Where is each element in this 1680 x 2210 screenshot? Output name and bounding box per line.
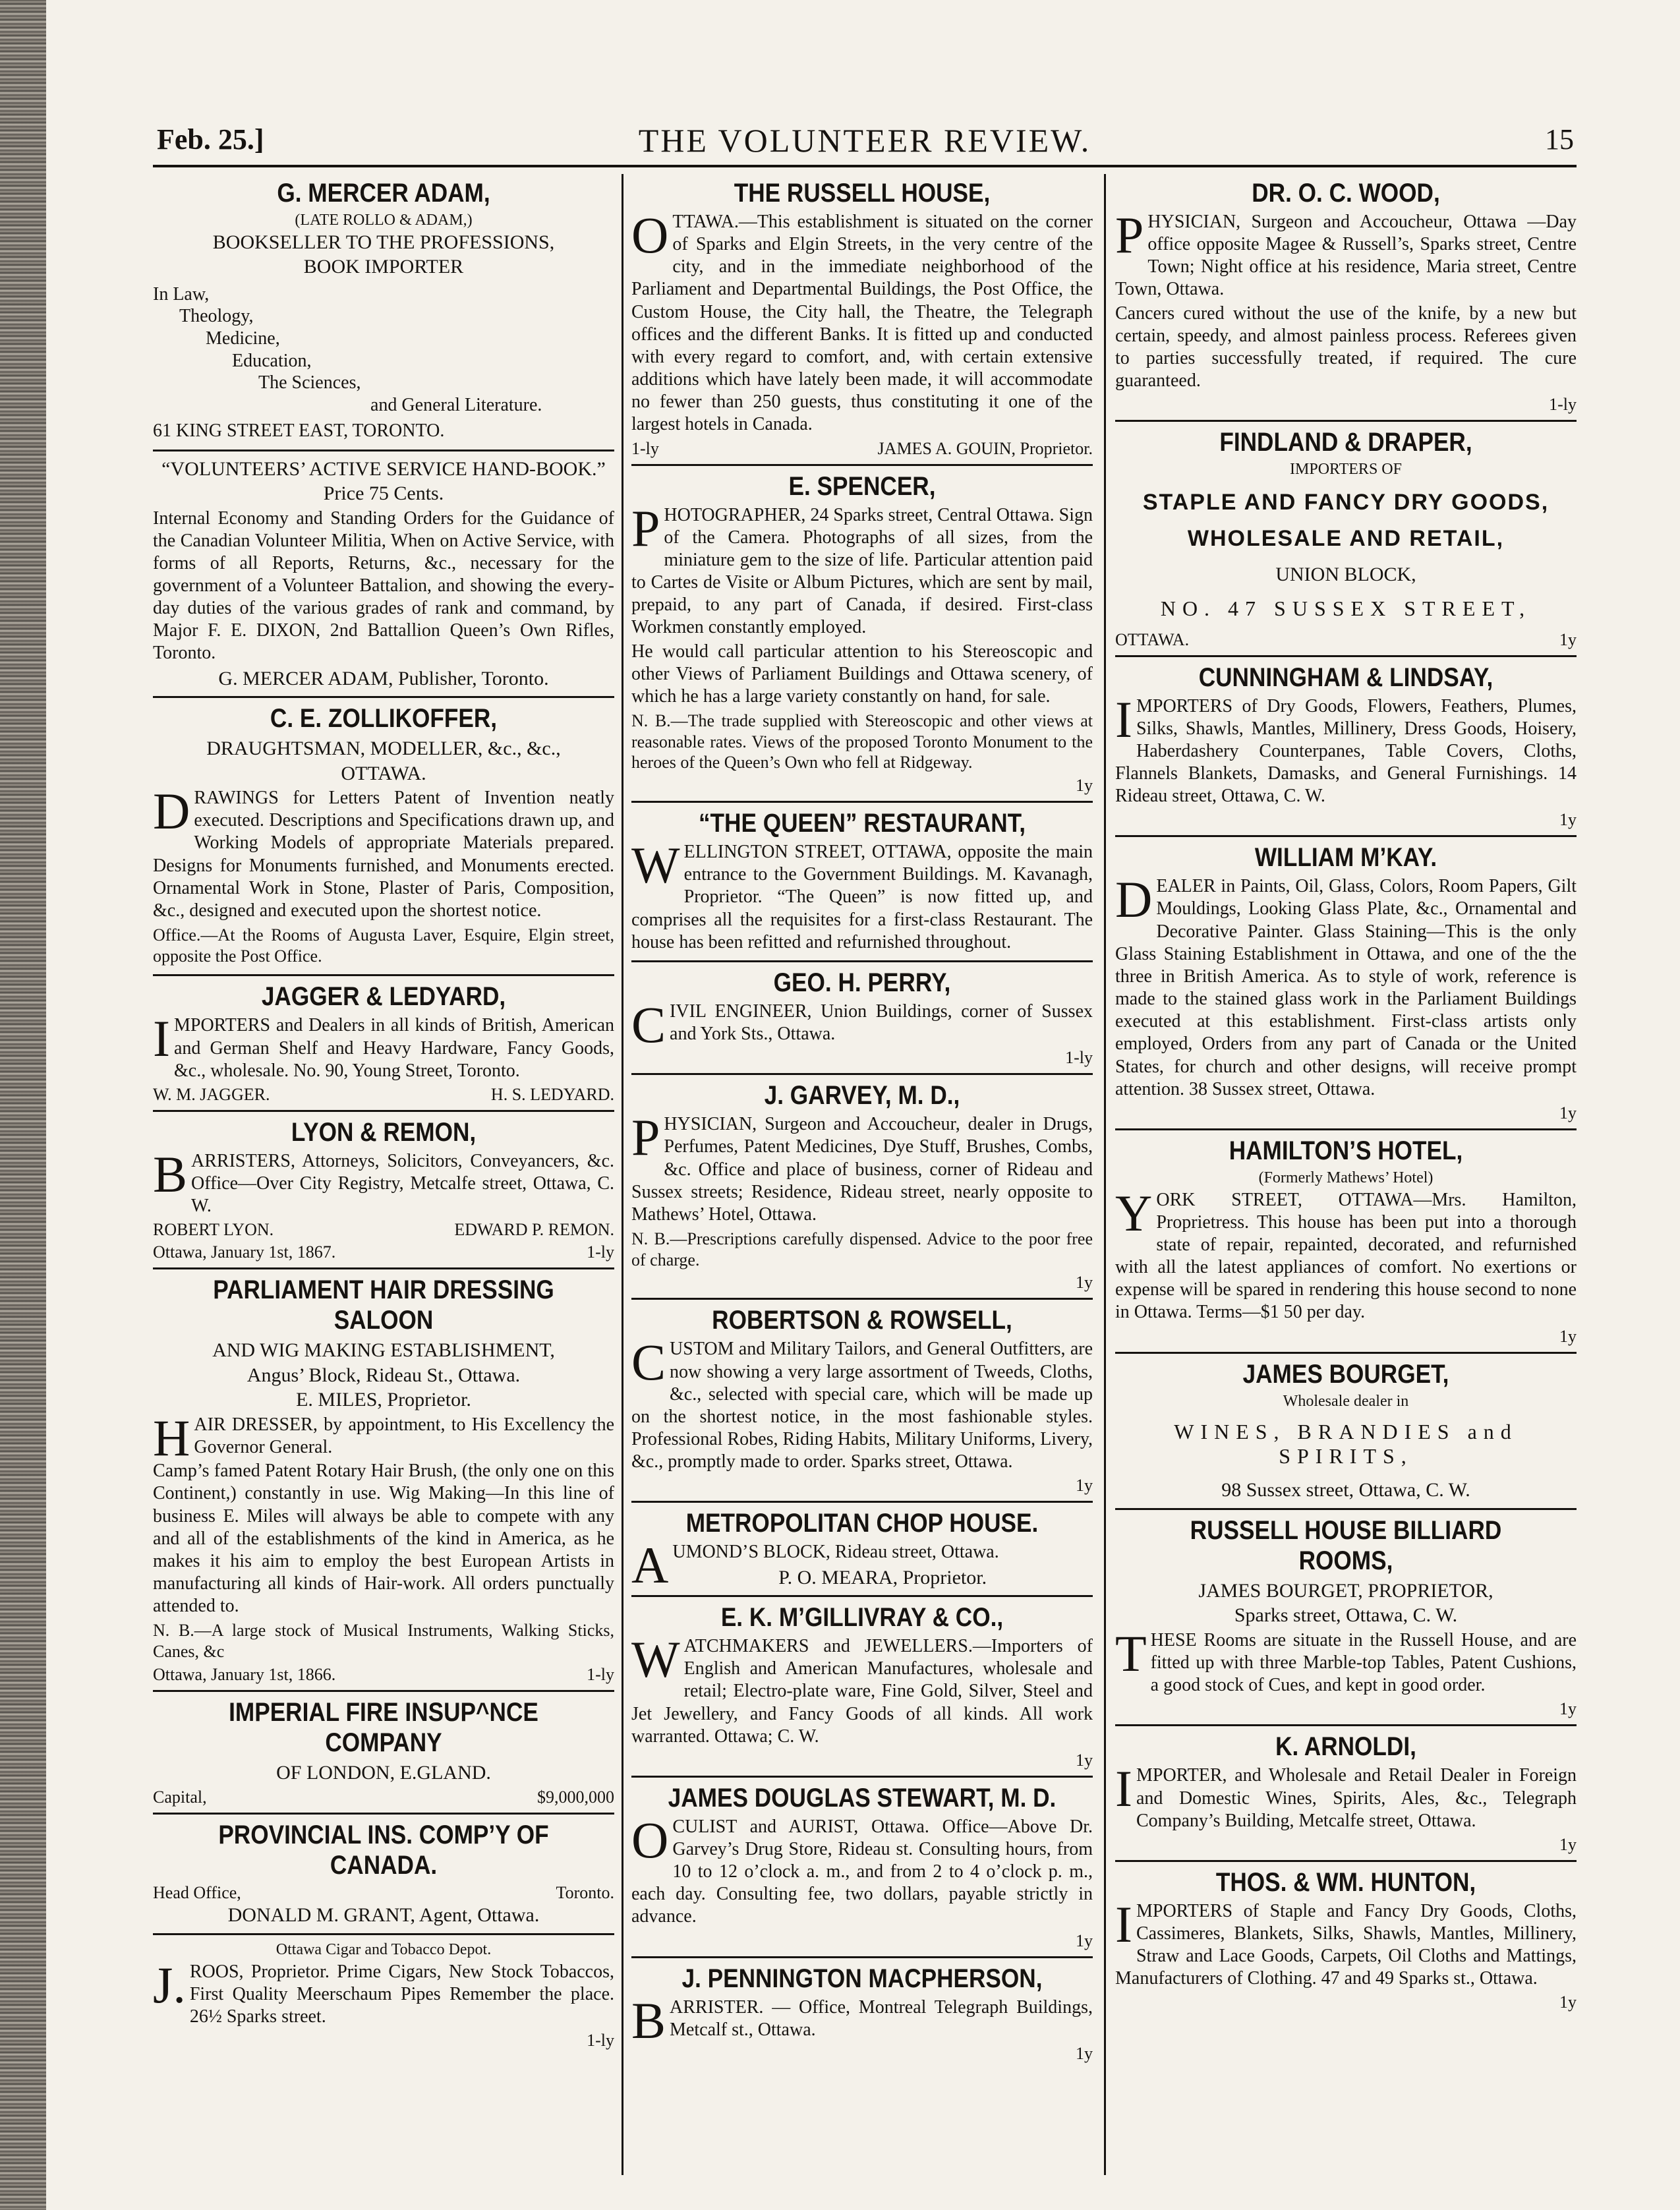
ad-line: Sparks street, Ottawa, C. W. xyxy=(1234,1604,1458,1627)
ad-body xyxy=(153,1956,614,2028)
advertisement xyxy=(1115,842,1577,1130)
signature-right: 1y xyxy=(1559,1834,1577,1854)
subject-list xyxy=(153,283,614,417)
signature-line xyxy=(1115,1699,1577,1719)
ad-body: He would call particular attention to his Stereoscopic and other Views of Parliament Buildings and Ottawa scenery, of which he has a large variety constantly on hand, for sale. xyxy=(631,641,1093,707)
subject-item: Medicine, xyxy=(206,328,280,349)
advertisement xyxy=(631,178,1093,466)
drop-cap: T xyxy=(1115,1624,1147,1682)
ad-body xyxy=(631,499,1093,639)
ad-line: OF LONDON, E.GLAND. xyxy=(276,1761,491,1784)
column-1 xyxy=(153,174,614,2175)
ad-text: MPORTERS of Staple and Fancy Dry Goods, Cloths, Cassimeres, Blankets, Silks, Shawls, Mantles, Millinery, Straw and Lace Goods, Carpets, Oil Cloths and Mattings, Manufacturers of Clothing. 47 and 49 Sparks st., Ottawa. xyxy=(1115,1900,1577,1989)
advertisement xyxy=(631,1080,1093,1300)
ad-title: K. ARNOLDI, xyxy=(1275,1732,1416,1762)
signature-right: 1y xyxy=(1076,2043,1093,2063)
signature-line xyxy=(1115,1992,1577,2012)
ad-text: ARRISTERS, Attorneys, Solicitors, Conveyancers, &c. Office—Over City Registry, Metcalfe street, Ottawa, C. W. xyxy=(191,1150,614,1217)
advertisement xyxy=(1115,1359,1577,1510)
drop-cap: I xyxy=(1115,1895,1132,1953)
ad-agent: P. O. MEARA, Proprietor. xyxy=(778,1566,987,1588)
ad-title: “THE QUEEN” RESTAURANT, xyxy=(698,809,1026,838)
ad-body xyxy=(631,1811,1093,1929)
signature-right: 1-ly xyxy=(1549,395,1577,415)
ad-subtitle: (Formerly Mathews’ Hotel) xyxy=(1258,1169,1434,1186)
ad-text: ORK STREET, OTTAWA—Mrs. Hamilton, Proprietress. This house has been put into a thorough state of repair, repainted, decorated, and refurnished with all the latest appliances of comfort. No exertions or expense will be spared in rendering this house second to none in Ottawa. Terms—$1 50 per day. xyxy=(1115,1189,1577,1323)
ad-price: Price 75 Cents. xyxy=(323,482,444,505)
signature-line xyxy=(631,439,1093,459)
page-number: 15 xyxy=(1545,123,1574,156)
ad-note: N. B.—A large stock of Musical Instruments, Walking Sticks, Canes, &c xyxy=(153,1621,614,1662)
signature-right: 1y xyxy=(1076,776,1093,796)
drop-cap: P xyxy=(631,499,660,557)
advertisement xyxy=(1115,1867,1577,2018)
advertisement xyxy=(631,1602,1093,1778)
ad-body xyxy=(1115,1895,1577,1991)
drop-cap: I xyxy=(1115,1760,1132,1818)
signature-right: 1-ly xyxy=(587,2031,614,2050)
page-header xyxy=(153,119,1577,167)
signature-line xyxy=(631,1931,1093,1951)
ad-line: BOOK IMPORTER xyxy=(303,256,464,278)
drop-cap: A xyxy=(631,1536,669,1594)
ad-text: ATCHMAKERS and JEWELLERS.—Importers of English and American Manufactures, wholesale and retail; Electro-plate ware, Fine Gold, Silver, Steel and Jet Jewellery, and Fancy Goods of all kinds. All work warranted. Ottawa; C. W. xyxy=(631,1636,1093,1747)
signature-right: 1-ly xyxy=(1065,1048,1093,1068)
advertisement xyxy=(153,1697,614,1815)
ad-text: AIR DRESSER, by appointment, to His Excellency the Governor General. xyxy=(194,1414,614,1458)
drop-cap: H xyxy=(153,1409,190,1467)
drop-cap: W xyxy=(631,1631,680,1689)
signature-line xyxy=(153,1665,614,1685)
advertisement xyxy=(631,471,1093,803)
advertisement xyxy=(631,1508,1093,1597)
signature-left: ROBERT LYON. xyxy=(153,1220,274,1240)
advertisement xyxy=(631,1963,1093,2069)
signature-right: 1y xyxy=(1076,1750,1093,1770)
ad-title: E. K. M’GILLIVRAY & CO., xyxy=(720,1603,1004,1633)
ad-title: JAGGER & LEDYARD, xyxy=(261,982,506,1012)
signature-right: 1y xyxy=(1559,1103,1577,1122)
advertisement xyxy=(153,1940,614,2056)
ad-text: ROOS, Proprietor. Prime Cigars, New Stock Tobaccos, First Quality Meerschaum Pipes Remember the place. 26½ Sparks street. xyxy=(189,1961,614,2027)
ad-line: 98 Sussex street, Ottawa, C. W. xyxy=(1221,1479,1470,1501)
signature-line xyxy=(631,1273,1093,1293)
signature-line xyxy=(1115,395,1577,415)
ad-title: CUNNINGHAM & LINDSAY, xyxy=(1198,662,1493,692)
ad-line: WINES, BRANDIES and SPIRITS, xyxy=(1174,1420,1518,1468)
ad-text: HOTOGRAPHER, 24 Sparks street, Central Ottawa. Sign of the Camera. Photographs of all sizes, from the miniature gem to the size of life. Particular attention paid to Cartes de Visite or Album Pictures, which are sent by mail, prepaid, to any part of Canada, if desired. First-class Workmen constantly employed. xyxy=(631,504,1093,638)
ad-heading: WHOLESALE AND RETAIL, xyxy=(1187,526,1505,552)
advertisement xyxy=(1115,1136,1577,1354)
ad-line: OTTAWA. xyxy=(341,762,426,784)
advertisement xyxy=(631,1305,1093,1503)
ad-body xyxy=(631,1333,1093,1473)
ad-address: 61 KING STREET EAST, TORONTO. xyxy=(153,421,445,442)
drop-cap: D xyxy=(153,782,190,840)
ad-body xyxy=(631,206,1093,436)
ad-text: TTAWA.—This establishment is situated on the corner of Sparks and Elgin Streets, in the very centre of the city, and in the immediate neighborhood of the Parliament and Departmental Buildings, the Post Office, the Custom House, the City hall, the Theatre, the Telegraph offices and the different Banks. It is fitted up and conducted with every regard to comfort, and, with certain extensive additions which have lately been made, it will accommodate no fewer than 250 guests, thus constituting it one of the largest hotels in Canada. xyxy=(631,212,1093,435)
ad-subtitle: (LATE ROLLO & ADAM,) xyxy=(295,212,473,229)
ad-text: Internal Economy and Standing Orders for the Guidance of the Canadian Volunteer Militia, When on Active Service, with forms of all Reports, Returns, &c., necessary for the government of a Volunteer Battalion, and showing the every-day duties of the various grades of rank and command, by Major F. E. DIXON, 2nd Battallion Queen’s Own Rifles, Toronto. xyxy=(153,508,614,664)
ad-text: IVIL ENGINEER, Union Buildings, corner of Sussex and York Sts., Ottawa. xyxy=(670,1001,1093,1045)
signature-right: 1y xyxy=(1559,1699,1577,1719)
ad-note: N. B.—Prescriptions carefully dispensed. Advice to the poor free of charge. xyxy=(631,1229,1093,1269)
advertisement xyxy=(1115,662,1577,838)
advertisement xyxy=(1115,1731,1577,1861)
signature-right: H. S. LEDYARD. xyxy=(490,1084,614,1104)
drop-cap: W xyxy=(631,836,680,894)
newspaper-page xyxy=(153,119,1577,2175)
ad-text: MPORTER, and Wholesale and Retail Dealer in Foreign and Domestic Wines, Spirits, Ales, &c., Telegraph Company’s Building, Metcalfe street, Ottawa. xyxy=(1136,1765,1577,1831)
ad-subtitle: Wholesale dealer in xyxy=(1283,1392,1409,1410)
advertisement xyxy=(1115,427,1577,656)
signature-line xyxy=(631,2044,1093,2064)
signature-right: 1y xyxy=(1559,810,1577,830)
ad-line: E. MILES, Proprietor. xyxy=(296,1389,471,1411)
ad-title: FINDLAND & DRAPER, xyxy=(1219,428,1472,457)
signature-right: $9,000,000 xyxy=(537,1788,614,1807)
ad-publisher: G. MERCER ADAM, Publisher, Toronto. xyxy=(218,667,549,689)
signature-left: Head Office, xyxy=(153,1883,241,1903)
ad-text: MPORTERS and Dealers in all kinds of British, American and German Shelf and Heavy Hardware, Fancy Goods, &c., wholesale. No. 90, Young Street, Toronto. xyxy=(173,1015,614,1081)
column-3 xyxy=(1115,174,1577,2175)
ad-text: UMOND’S BLOCK, Rideau street, Ottawa. xyxy=(672,1542,999,1563)
ad-note: N. B.—The trade supplied with Stereoscopic and other views at reasonable rates. Views of the proposed Toronto Monument to the heroes of the Queen’s Own who fell at Ridgeway. xyxy=(631,711,1093,772)
signature-left: OTTAWA. xyxy=(1115,629,1190,649)
ad-line: DRAUGHTSMAN, MODELLER, &c., &c., xyxy=(206,738,561,760)
ad-body xyxy=(631,1109,1093,1226)
ad-title: LYON & REMON, xyxy=(291,1117,477,1147)
drop-cap: B xyxy=(153,1145,188,1203)
drop-cap: J. xyxy=(153,1956,186,2014)
advertisement xyxy=(1115,1515,1577,1726)
ad-title: IMPERIAL FIRE INSUP^NCE COMPANY xyxy=(229,1697,538,1757)
drop-cap: Y xyxy=(1115,1184,1153,1242)
ad-text: HYSICIAN, Surgeon and Accoucheur, Ottawa —Day office opposite Magee & Russell’s, Sparks street, Centre Town; Night office at his residence, Maria street, Centre Town, Ottawa. xyxy=(1115,212,1577,300)
ad-title: DR. O. C. WOOD, xyxy=(1252,179,1440,208)
ad-line: AND WIG MAKING ESTABLISHMENT, xyxy=(212,1339,555,1362)
ad-body xyxy=(1115,871,1577,1101)
advertisement xyxy=(153,178,614,451)
ad-line: UNION BLOCK, xyxy=(1275,564,1416,586)
signature-line xyxy=(1115,1327,1577,1347)
ad-title: HAMILTON’S HOTEL, xyxy=(1229,1136,1463,1165)
ad-subtitle: Ottawa Cigar and Tobacco Depot. xyxy=(275,1940,492,1958)
advertisement xyxy=(631,808,1093,962)
signature-left: Capital, xyxy=(153,1788,207,1807)
ad-text: ARRISTER. — Office, Montreal Telegraph Buildings, Metcalf st., Ottawa. xyxy=(670,1996,1093,2040)
drop-cap: P xyxy=(631,1109,660,1167)
column-divider xyxy=(1104,174,1106,2175)
ad-text: HYSICIAN, Surgeon and Accoucheur, dealer in Drugs, Perfumes, Patent Medicines, Dye Stuff, Brushes, Combs, &c. Office and place of business, corner of Rideau and Sussex streets; Residence, Rideau street, nearly opposite to Mathews’ Hotel, Ottawa. xyxy=(631,1114,1093,1225)
ad-subtitle: IMPORTERS OF xyxy=(1290,461,1402,479)
ad-title: PROVINCIAL INS. COMP’Y OF CANADA. xyxy=(218,1820,549,1880)
ad-body xyxy=(1115,690,1577,808)
signature-line xyxy=(631,776,1093,796)
drop-cap: D xyxy=(1115,871,1153,929)
signature-right: 1y xyxy=(1076,1273,1093,1293)
signature-left: Ottawa, January 1st, 1866. xyxy=(153,1664,336,1684)
signature-right: 1y xyxy=(1559,1326,1577,1346)
ad-address: NO. 47 SUSSEX STREET, xyxy=(1160,596,1532,620)
ad-body xyxy=(1115,1624,1577,1697)
ad-title: J. PENNINGTON MACPHERSON, xyxy=(681,1963,1043,1993)
ad-body xyxy=(631,1631,1093,1748)
drop-cap: P xyxy=(1115,206,1144,264)
signature-line xyxy=(631,1476,1093,1496)
signature-left: 1-ly xyxy=(631,438,659,458)
ad-title: GEO. H. PERRY, xyxy=(773,968,951,997)
signature-line xyxy=(1115,1835,1577,1855)
advertisement xyxy=(1115,178,1577,422)
ad-title: THE RUSSELL HOUSE, xyxy=(734,179,991,208)
subject-item: Theology, xyxy=(179,306,254,327)
signature-line xyxy=(1115,630,1577,650)
drop-cap: I xyxy=(1115,690,1132,748)
signature-right: 1-ly xyxy=(587,1664,614,1684)
ad-quote: “VOLUNTEERS’ ACTIVE SERVICE HAND-BOOK.” xyxy=(161,457,606,480)
advertisement xyxy=(153,703,614,976)
signature-right: JAMES A. GOUIN, Proprietor. xyxy=(877,438,1093,458)
drop-cap: O xyxy=(631,1811,669,1869)
advertisement xyxy=(153,1820,614,1935)
signature-line xyxy=(153,1788,614,1807)
signature-line xyxy=(153,1085,614,1105)
ad-note: Office.—At the Rooms of Augusta Laver, Esquire, Elgin street, opposite the Post Office. xyxy=(153,925,614,966)
subject-item: In Law, xyxy=(153,283,210,305)
drop-cap: O xyxy=(631,206,669,264)
advertisement xyxy=(153,457,614,699)
ad-title: JAMES BOURGET, xyxy=(1242,1359,1449,1389)
signature-line xyxy=(1115,810,1577,830)
ad-body xyxy=(153,1145,614,1217)
advertisement xyxy=(631,1783,1093,1958)
ad-body xyxy=(1115,206,1577,301)
advertisement xyxy=(631,968,1093,1075)
signature-right: Toronto. xyxy=(556,1883,614,1903)
ad-line: Angus’ Block, Rideau St., Ottawa. xyxy=(246,1364,521,1386)
ad-title: THOS. & WM. HUNTON, xyxy=(1215,1867,1476,1897)
ad-title: G. MERCER ADAM, xyxy=(277,179,490,208)
ad-text: ELLINGTON STREET, OTTAWA, opposite the main entrance to the Government Buildings. M. Kavanagh, Proprietor. “The Queen” is now fitted up, and comprises all the requisites for a first-class Restaurant. The house has been refitted and refurnished throughout. xyxy=(631,842,1093,952)
advertisement xyxy=(153,1117,614,1269)
drop-cap: C xyxy=(631,995,666,1053)
ad-title: C. E. ZOLLIKOFFER, xyxy=(270,704,498,734)
ad-body xyxy=(153,782,614,922)
ad-text: MPORTERS of Dry Goods, Flowers, Feathers, Plumes, Silks, Shawls, Mantles, Millinery, Dress Goods, Hoisery, Haberdashery Counterpanes, Table Covers, Cloths, Flannels Blankets, Damasks, and General Furnishings. 14 Rideau street, Ottawa, C. W. xyxy=(1115,695,1577,807)
column-2 xyxy=(631,174,1093,2175)
ad-title: RUSSELL HOUSE BILLIARD ROOMS, xyxy=(1190,1515,1502,1575)
ad-body xyxy=(153,508,614,665)
subject-item: and General Literature. xyxy=(370,394,542,415)
ad-title: ROBERTSON & ROWSELL, xyxy=(712,1306,1012,1335)
ad-line: JAMES BOURGET, PROPRIETOR, xyxy=(1198,1579,1493,1602)
publication-title: THE VOLUNTEER REVIEW. xyxy=(638,122,1091,159)
ad-agent: DONALD M. GRANT, Agent, Ottawa. xyxy=(227,1904,540,1927)
signature-right: 1y xyxy=(1076,1931,1093,1950)
ad-text: RAWINGS for Letters Patent of Invention neatly executed. Descriptions and Specifications drawn up, and Working Models of appropriate Materials prepared. Designs for Monuments furnished, and Monuments erected. Ornamental Work in Stone, Plaster of Paris, Composition, &c., designed and executed upon the shortest notice. xyxy=(153,788,614,921)
ad-text: USTOM and Military Tailors, and General Outfitters, are now showing a very large assortment of Tweeds, Cloths, &c., selected with special care, which will be made up on the shortest notice, in the most fashionable styles. Professional Robes, Riding Habits, Military Uniforms, Livery, &c., promptly made to order. Sparks street, Ottawa. xyxy=(631,1339,1093,1472)
advertisement xyxy=(153,981,614,1111)
ad-title: J. GARVEY, M. D., xyxy=(764,1081,960,1111)
signature-line xyxy=(153,1220,614,1240)
signature-right: EDWARD P. REMON. xyxy=(454,1220,614,1240)
ad-body: Camp’s famed Patent Rotary Hair Brush, (the only one on this Continent,) constantly in use. Wig Making—In this line of business E. Miles will always be able to compete with any and all of the establishments of the kind in America, as he makes it his aim to employ the best European Artists in manufacturing all kinds of Hair-work. All orders punctually attended to. xyxy=(153,1461,614,1617)
signature-right: 1y xyxy=(1559,1992,1577,2012)
signature-right: 1-ly xyxy=(587,1242,614,1262)
signature-right: 1y xyxy=(1559,629,1577,649)
ad-body xyxy=(631,1991,1093,2049)
drop-cap: B xyxy=(631,1991,666,2049)
advertisement xyxy=(153,1275,614,1691)
ad-heading: STAPLE AND FANCY DRY GOODS, xyxy=(1142,490,1550,515)
ad-title: METROPOLITAN CHOP HOUSE. xyxy=(685,1509,1039,1538)
signature-line xyxy=(153,2031,614,2050)
signature-line xyxy=(1115,1103,1577,1123)
signature-left: Ottawa, January 1st, 1867. xyxy=(153,1242,336,1262)
ad-title: WILLIAM M’KAY. xyxy=(1254,843,1437,873)
drop-cap: I xyxy=(153,1010,170,1068)
page-binding-edge xyxy=(0,0,46,2210)
subject-item: Education, xyxy=(232,350,312,371)
signature-line xyxy=(631,1751,1093,1770)
signature-line xyxy=(153,1883,614,1903)
ad-text: HESE Rooms are situate in the Russell House, and are fitted up with three Marble-top Tables, Patent Cushions, a good stock of Cues, and kept in good order. xyxy=(1150,1629,1577,1696)
ad-title: JAMES DOUGLAS STEWART, M. D. xyxy=(668,1783,1057,1813)
ad-text: CULIST and AURIST, Ottawa. Office—Above Dr. Garvey’s Drug Store, Rideau st. Consulting hours, from 10 to 12 o’clock a. m., and from 2 to 4 o’clock p. m., each day. Consulting fee, two dollars, payable strictly in advance. xyxy=(631,1816,1093,1927)
signature-line xyxy=(631,1048,1093,1068)
ad-text: EALER in Paints, Oil, Glass, Colors, Room Papers, Gilt Mouldings, Looking Glass Plate, &c., Ornamental and Decorative Painter. Glass Staining—This is the only Glass Staining Establishment in Ottawa, and one of the the three in British America. As to style of work, reference is made to the stained glass work in the Parliament Buildings executed at this establishment. First-class artists only employed, Orders from any part of Canada or the United States, for church and other designs, will receive prompt attention. 38 Sussex street, Ottawa. xyxy=(1115,876,1577,1099)
ad-body xyxy=(631,836,1093,954)
subject-item: The Sciences, xyxy=(258,372,361,393)
drop-cap: C xyxy=(631,1333,666,1391)
ad-title: PARLIAMENT HAIR DRESSING SALOON xyxy=(213,1275,554,1335)
signature-left: W. M. JAGGER. xyxy=(153,1084,270,1104)
ad-body xyxy=(631,995,1093,1053)
ad-body: Cancers cured without the use of the knife, by a new but certain, speedy, and almost painless process. Referees given to parties successfully treated, if required. The cure guaranteed. xyxy=(1115,303,1577,392)
column-divider xyxy=(622,174,623,2175)
ad-line: BOOKSELLER TO THE PROFESSIONS, xyxy=(212,231,555,253)
signature-line xyxy=(153,1242,614,1262)
ad-body xyxy=(1115,1760,1577,1832)
ad-body xyxy=(1115,1184,1577,1324)
ad-title: E. SPENCER, xyxy=(788,471,936,501)
ad-body xyxy=(153,1409,614,1467)
issue-date: Feb. 25.] xyxy=(157,123,264,156)
signature-right: 1y xyxy=(1076,1476,1093,1496)
ad-body xyxy=(153,1010,614,1082)
